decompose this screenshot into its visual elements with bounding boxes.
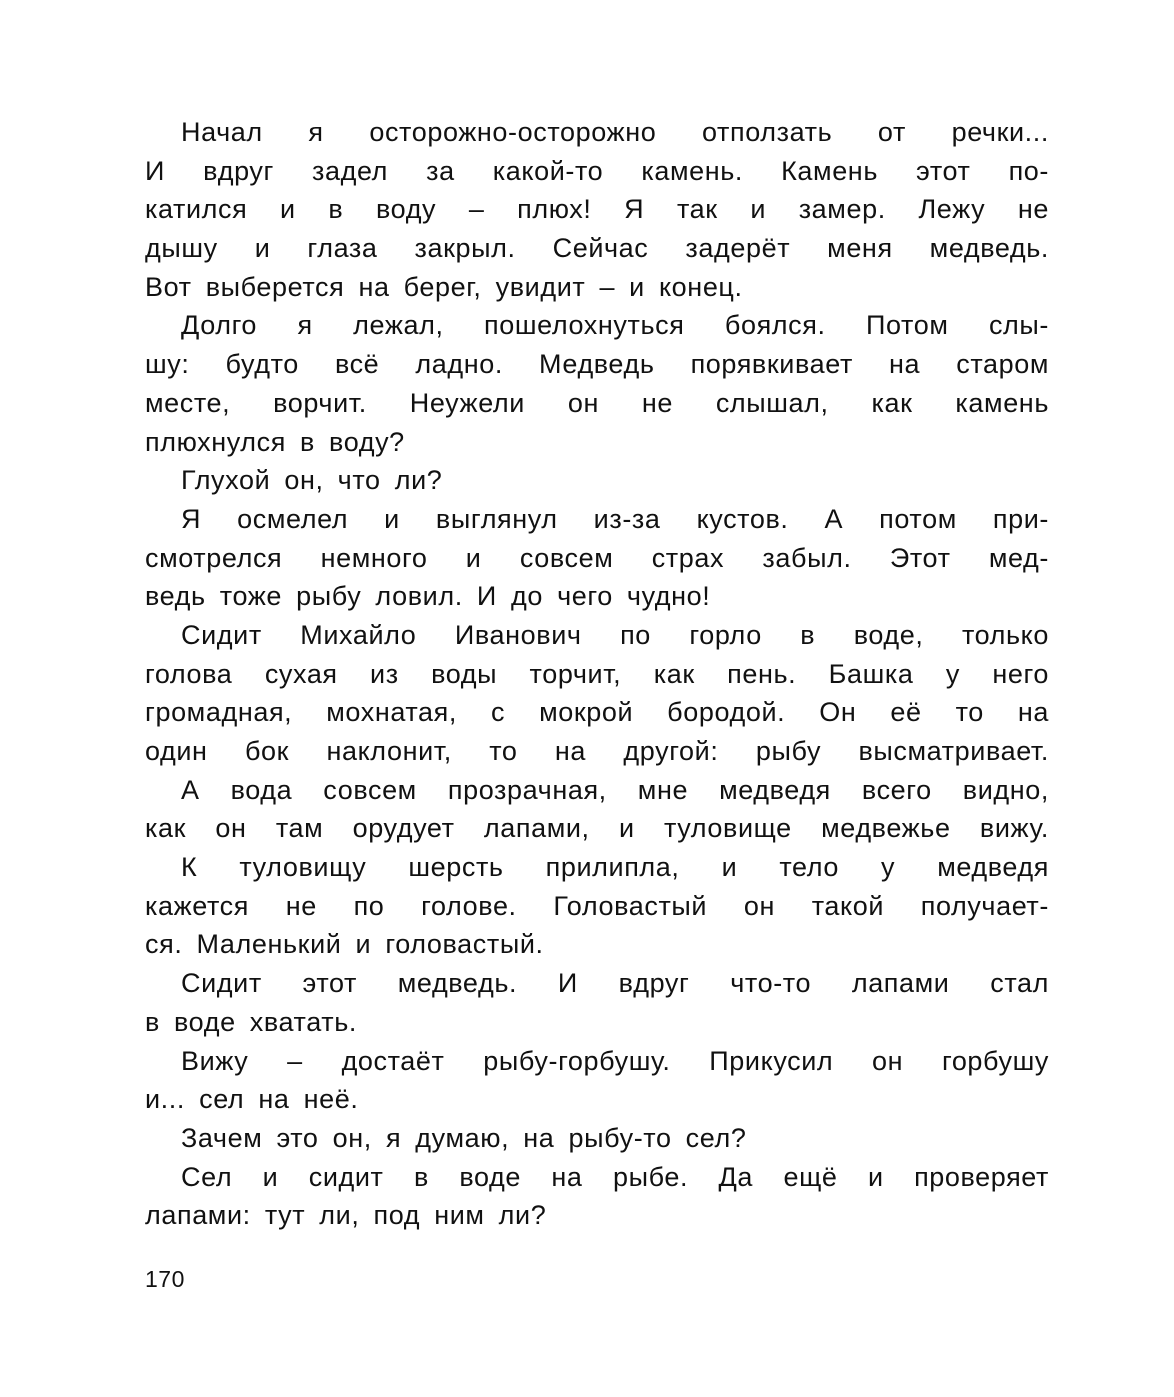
- text-line: Зачем это он, я думаю, на рыбу-то сел?: [181, 1122, 747, 1153]
- text-line: К туловищу шерсть прилипла, и тело у медведя: [181, 852, 1049, 883]
- text-line: как он там орудует лапами, и туловище медвежье вижу.: [145, 813, 1049, 844]
- text-line: кажется не по голове. Головастый он такой получает-: [145, 890, 1049, 921]
- text-line: дышу и глаза закрыл. Сейчас задерёт меня медведь.: [145, 233, 1049, 264]
- text-line: месте, ворчит. Неужели он не слышал, как камень: [145, 387, 1049, 418]
- text-line: Вижу – достаёт рыбу-горбушу. Прикусил он горбушу: [181, 1045, 1049, 1076]
- text-line: ся. Маленький и головастый.: [145, 929, 544, 960]
- text-line: Глухой он, что ли?: [181, 465, 443, 496]
- paragraph: [145, 964, 1049, 1041]
- text-line: в воде хватать.: [145, 1006, 357, 1037]
- paragraph: [145, 1158, 1049, 1235]
- paragraph: [145, 848, 1049, 964]
- text-line: Долго я лежал, пошелохнуться боялся. Потом слы-: [181, 310, 1049, 341]
- paragraph: [145, 1042, 1049, 1119]
- text-line: Сидит Михайло Иванович по горло в воде, только: [181, 619, 1049, 650]
- paragraph: [145, 306, 1049, 461]
- text-line: шу: будто всё ладно. Медведь порявкивает на старом: [145, 349, 1049, 380]
- text-line: голова сухая из воды торчит, как пень. Башка у него: [145, 658, 1049, 689]
- text-line: Вот выберется на берег, увидит – и конец.: [145, 271, 743, 302]
- text-line: громадная, мохнатая, с мокрой бородой. Он её то на: [145, 697, 1049, 728]
- paragraph: [145, 461, 1049, 500]
- paragraph: [145, 616, 1049, 771]
- paragraph: [145, 1119, 1049, 1158]
- text-line: И вдруг задел за какой-то камень. Камень этот по-: [145, 155, 1049, 186]
- text-line: Сел и сидит в воде на рыбе. Да ещё и проверяет: [181, 1161, 1049, 1192]
- text-line: Начал я осторожно-осторожно отползать от речки...: [181, 117, 1049, 147]
- text-line: ведь тоже рыбу ловил. И до чего чудно!: [145, 581, 711, 612]
- page-number: 170: [145, 1266, 185, 1292]
- paragraph: [145, 500, 1049, 616]
- paragraph: [145, 771, 1049, 848]
- text-line: и... сел на неё.: [145, 1084, 359, 1115]
- text-line: один бок наклонит, то на другой: рыбу высматривает.: [145, 736, 1049, 766]
- paragraph: [145, 113, 1049, 306]
- text-line: Я осмелел и выглянул из-за кустов. А потом при-: [181, 503, 1049, 534]
- text-line: Сидит этот медведь. И вдруг что-то лапами стал: [181, 968, 1049, 999]
- text-line: смотрелся немного и совсем страх забыл. Этот мед-: [145, 542, 1049, 573]
- text-line: лапами: тут ли, под ним ли?: [145, 1200, 547, 1231]
- text-line: плюхнулся в воду?: [145, 426, 405, 457]
- text-line: катился и в воду – плюх! Я так и замер. Лежу не: [145, 194, 1049, 225]
- text-line: А вода совсем прозрачная, мне медведя всего видно,: [181, 774, 1049, 805]
- page-body-text: [145, 113, 1049, 1235]
